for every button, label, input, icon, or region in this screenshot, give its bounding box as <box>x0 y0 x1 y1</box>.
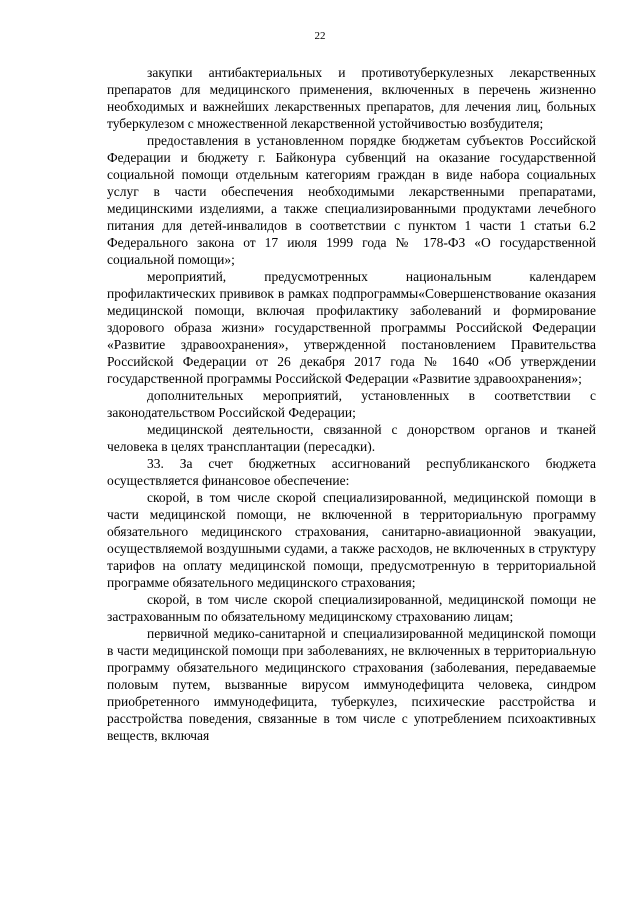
paragraph-primary-care: первичной медико-санитарной и специализированной медицинской помощи в части медицинской помощи при заболеваниях, не включенных в территориальную программу обязательного медицинского страхования (заболевания, передаваемые половым путем, вызванные вирусом иммунодефицита человека, синдром приобретенного иммунодефицита, туберкулез, психические расстройства и расстройства поведения, связанные в том числе с употреблением психоактивных веществ, включая <box>107 626 596 743</box>
document-body <box>107 64 596 744</box>
page-number: 22 <box>314 30 326 42</box>
paragraph-emergency-care: скорой, в том числе скорой специализированной, медицинской помощи в части медицинской помощи, не включенной в территориальную программу обязательного медицинского страхования, санитарно-авиационной эвакуации, осуществляемой воздушными судами, а также расходов, не включенных в структуру тарифов на оплату медицинской помощи, предусмотренную в территориальной программе обязательного медицинского страхования; <box>107 490 596 590</box>
paragraph-uninsured-emergency: скорой, в том числе скорой специализированной, медицинской помощи не застрахованным по обязательному медицинскому страхованию лицам; <box>107 592 596 624</box>
paragraph-tb-drugs: закупки антибактериальных и противотуберкулезных лекарственных препаратов для медицинского применения, включенных в перечень жизненно необходимых и важнейших лекарственных препаратов, для лечения лиц, больных туберкулезом с множественной лекарственной устойчивостью возбудителя; <box>107 65 596 131</box>
paragraph-additional-measures: дополнительных мероприятий, установленных в соответствии с законодательством Российской Федерации; <box>107 388 596 420</box>
paragraph-transplantation: медицинской деятельности, связанной с донорством органов и тканей человека в целях трансплантации (пересадки). <box>107 422 596 454</box>
paragraph-item-33: 33. За счет бюджетных ассигнований республиканского бюджета осуществляется финансовое обеспечение: <box>107 456 596 488</box>
paragraph-subventions: предоставления в установленном порядке бюджетам субъектов Российской Федерации и бюджету г. Байконура субвенций на оказание государственной социальной помощи отдельным категориям граждан в виде набора социальных услуг в части обеспечения необходимыми лекарственными препаратами, медицинскими изделиями, а также специализированными продуктами лечебного питания для детей-инвалидов в соответствии с пунктом 1 части 1 статьи 6.2 Федерального закона от 17 июля 1999 года № 178-ФЗ «О государственной социальной помощи»; <box>107 133 596 267</box>
paragraph-vaccination-calendar: мероприятий, предусмотренных национальным календарем профилактических прививок в рамках подпрограммы«Совершенствование оказания медицинской помощи, включая профилактику заболеваний и формирование здорового образа жизни» государственной программы Российской Федерации «Развитие здравоохранения», утвержденной постановлением Правительства Российской Федерации от 26 декабря 2017 года № 1640 «Об утверждении государственной программы Российской Федерации «Развитие здравоохранения»; <box>107 269 596 386</box>
